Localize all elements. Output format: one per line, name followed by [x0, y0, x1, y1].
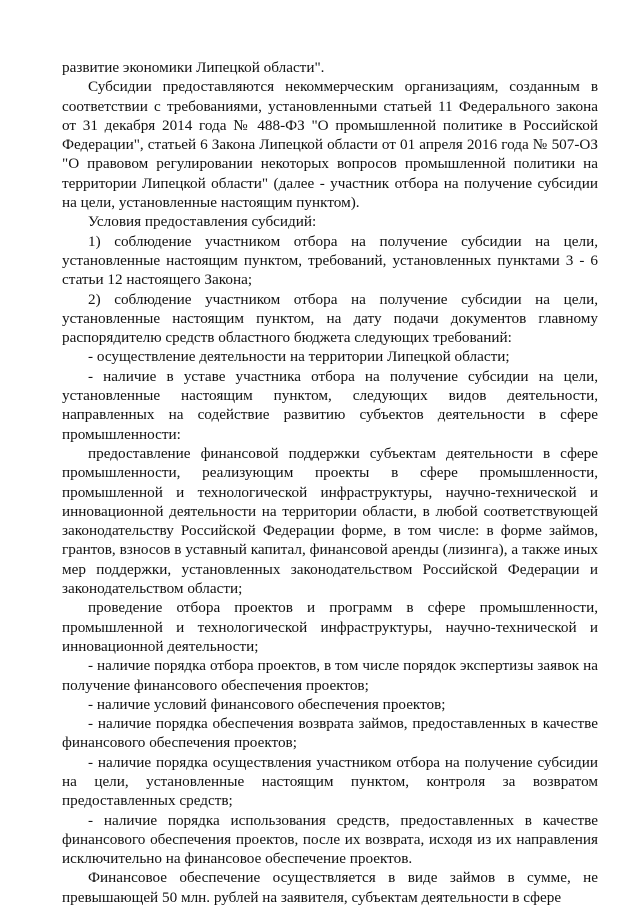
paragraph-3: Условия предоставления субсидий: — [88, 213, 317, 231]
paragraph-14: - наличие порядка использования средств, предоставленных в качестве финансового обеспечения проектов, после их возврата, исходя из их направления исключительно на финансовое обеспечение проектов. — [62, 811, 598, 868]
paragraph-6: - осуществление деятельности на территории Липецкой области; — [88, 348, 510, 366]
paragraph-1: развитие экономики Липецкой области". — [62, 59, 325, 76]
paragraph-2: Субсидии предоставляются некоммерческим организациям, созданным в соответствии с требованиями, установленными статьей 11 Федерального закона от 31 декабря 2014 года № 488-ФЗ "О промышленной политике в Российской Федерации", статьей 6 Закона Липецкой области от 01 апреля 2016 года № 507-ОЗ "О правовом регулировании некоторых вопросов промышленной политики на территории Липецкой области" (далее - участник отбора на получение субсидии на цели, установленные настоящим пунктом). — [62, 78, 598, 212]
paragraph-7: - наличие в уставе участника отбора на получение субсидии на цели, установленные настоящим пунктом, следующих видов деятельности, направленных на содействие развитию субъектов деятельности в сфере промышленности: — [62, 367, 598, 443]
paragraph-10: - наличие порядка отбора проектов, в том числе порядок экспертизы заявок на получение финансового обеспечения проектов; — [62, 657, 598, 694]
paragraph-15: Финансовое обеспечение осуществляется в виде займов в сумме, не превышающей 50 млн. рублей на заявителя, субъектам деятельности в сфере — [62, 869, 598, 906]
paragraph-9: проведение отбора проектов и программ в сфере промышленности, промышленной и технологической инфраструктуры, научно-технической и инновационной деятельности; — [62, 599, 598, 655]
paragraph-8: предоставление финансовой поддержки субъектам деятельности в сфере промышленности, реализующим проекты в сфере промышленности, промышленной и технологической инфраструктуры, научно-технической и инновационной деятельности на территории области, в любой соответствующей законодательству Российской Федерации форме, в том числе: в форме займов, грантов, взносов в уставный капитал, финансовой аренды (лизинга), а также иных мер поддержки, установленных законодательством Российской Федерации и законодательством области; — [62, 444, 598, 598]
paragraph-11: - наличие условий финансового обеспечения проектов; — [88, 695, 446, 713]
paragraph-4: 1) соблюдение участником отбора на получение субсидии на цели, установленные настоящим пунктом, требований, установленных пунктами 3 - 6 статьи 12 настоящего Закона; — [62, 232, 598, 289]
paragraph-12: - наличие порядка обеспечения возврата займов, предоставленных в качестве финансового обеспечения проектов; — [62, 715, 598, 752]
document-page — [62, 58, 598, 907]
paragraph-5: 2) соблюдение участником отбора на получение субсидии на цели, установленные настоящим пунктом, на дату подачи документов главному распорядителю средств областного бюджета следующих требований: — [62, 290, 598, 347]
paragraph-13: - наличие порядка осуществления участником отбора на получение субсидии на цели, установленные настоящим пунктом, контроля за возвратом предоставленных средств; — [62, 753, 598, 810]
